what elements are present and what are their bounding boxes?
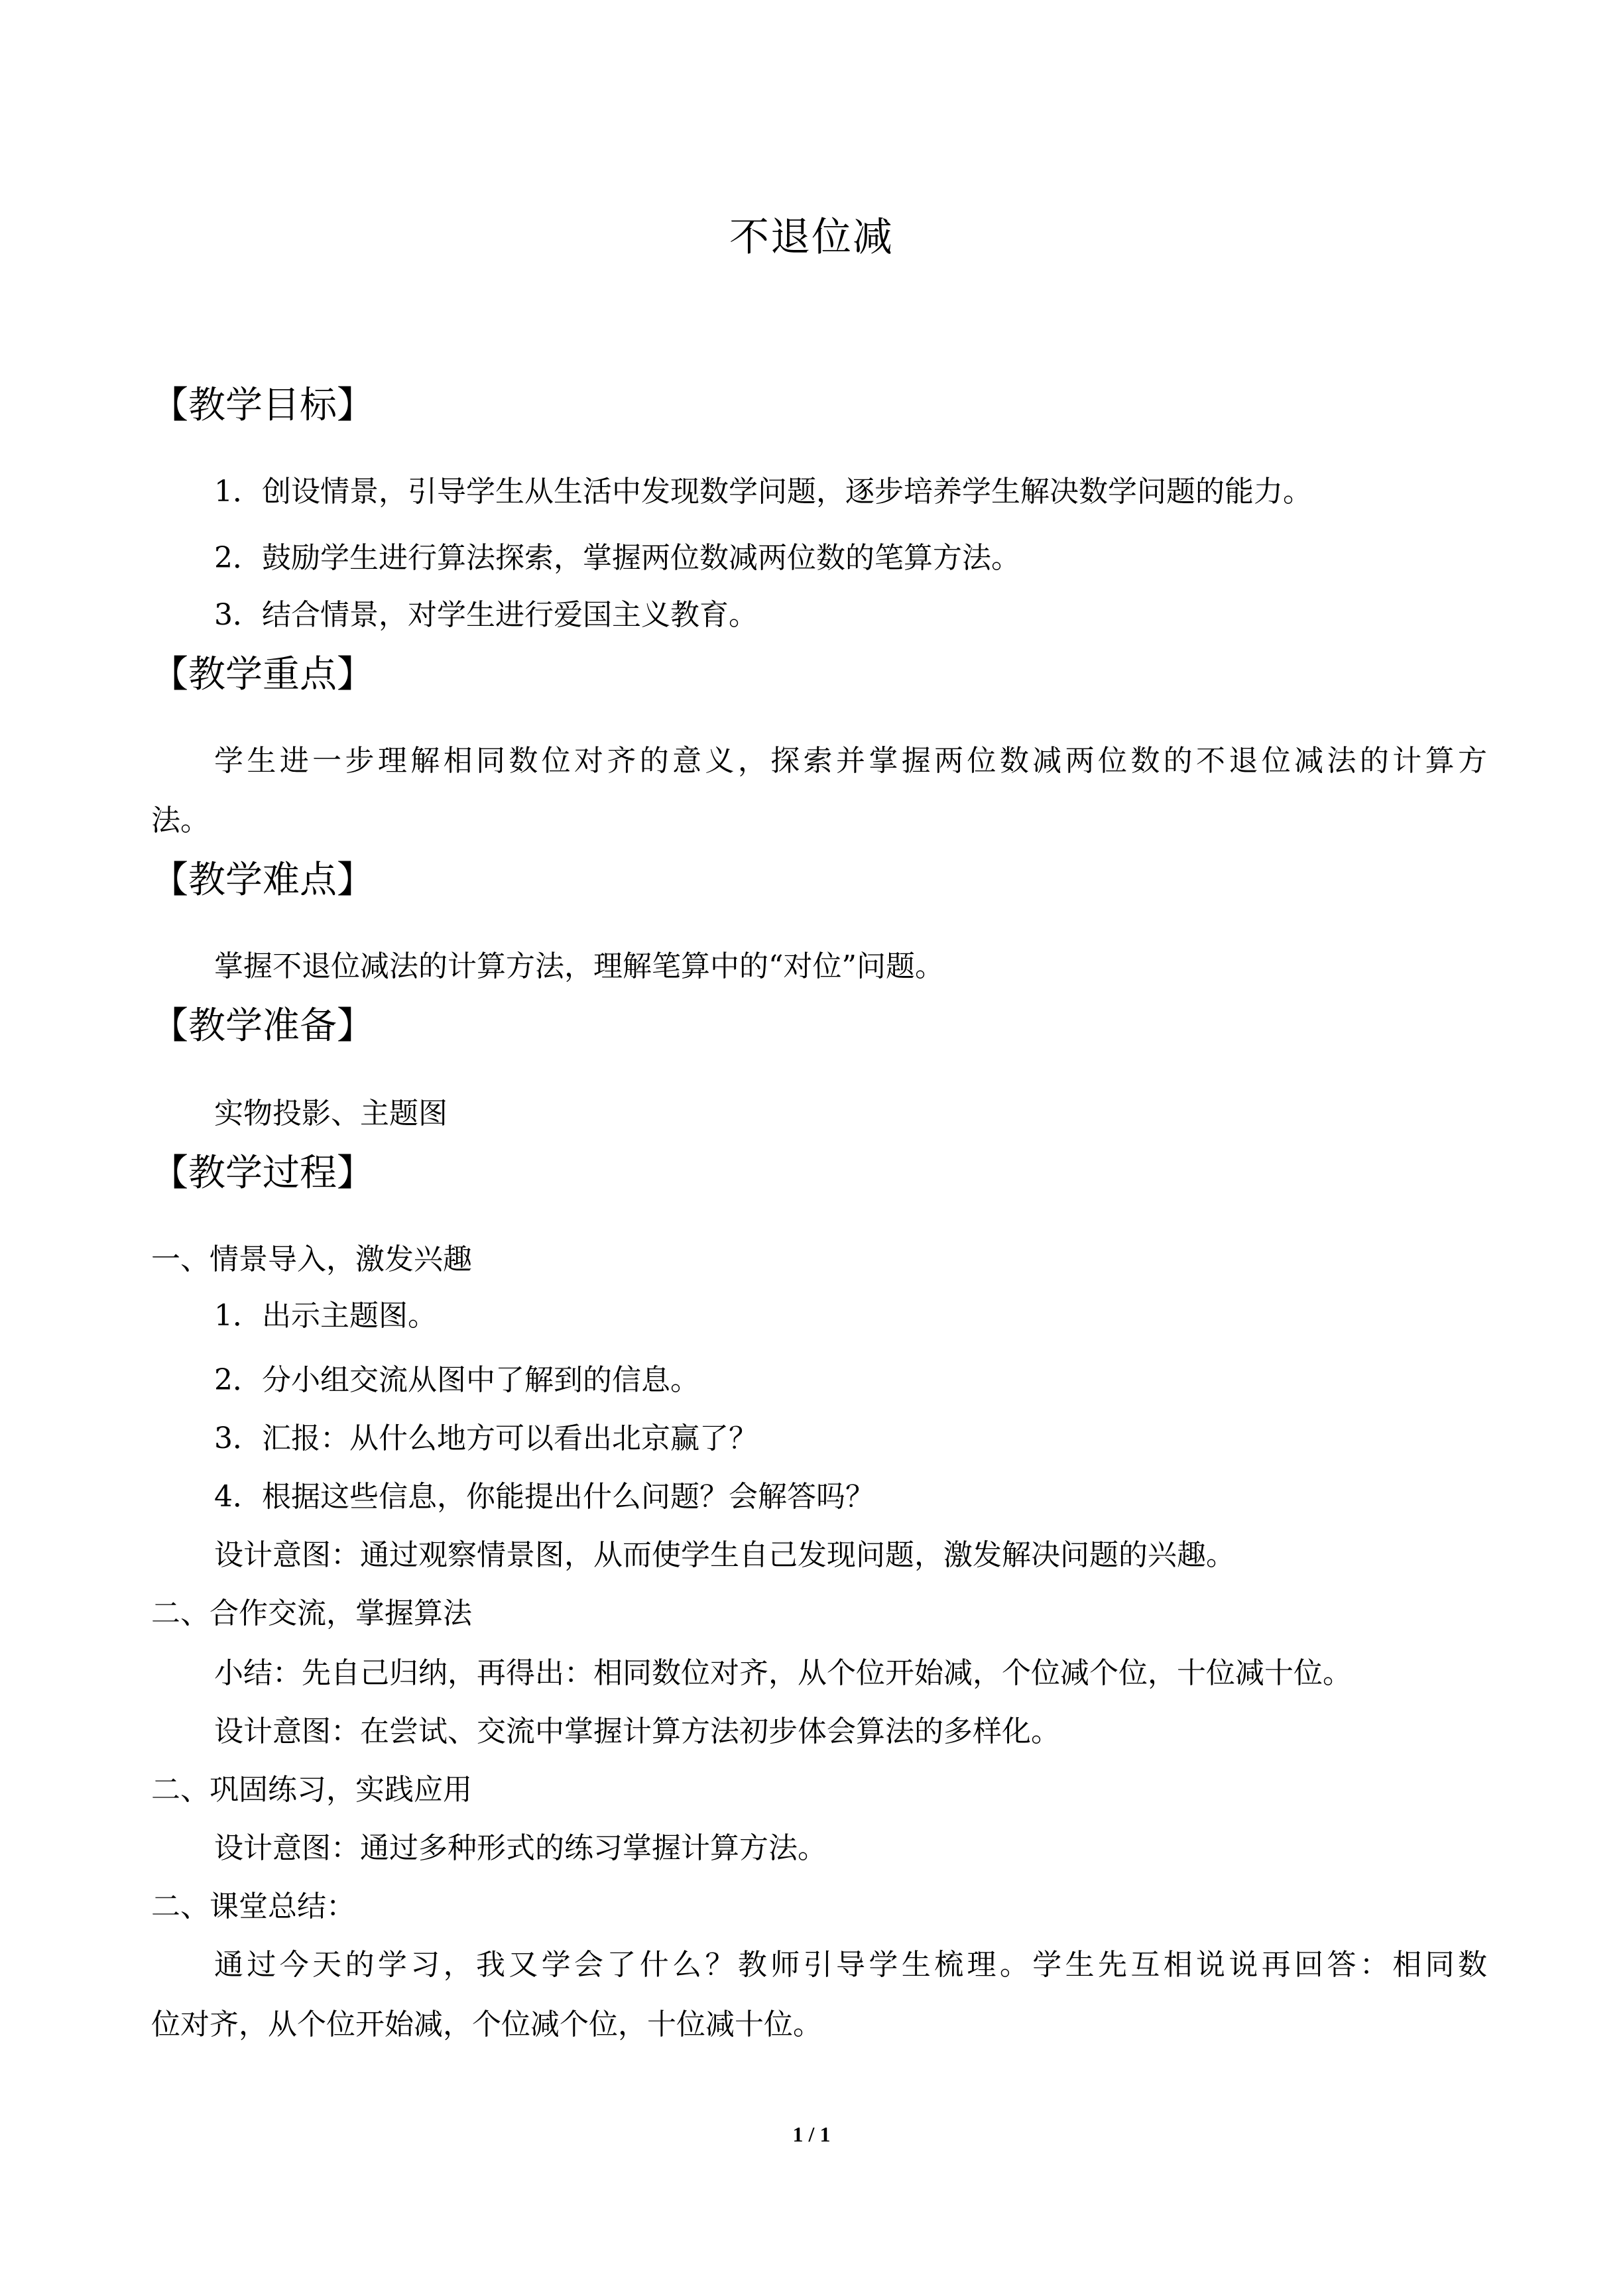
objectives-heading: 【教学目标】	[151, 384, 374, 427]
objective-item-3: 3．结合情景，对学生进行爱国主义教育。	[214, 598, 758, 632]
page-number: 1 / 1	[792, 2122, 831, 2146]
process-part4-text-line-1: 通过今天的学习，我又学会了什么？教师引导学生梳理。学生先互相说说再回答：相同数	[214, 1948, 1487, 1982]
process-part4-title: 二、课堂总结：	[151, 1890, 355, 1923]
process-part3-title: 二、巩固练习，实践应用	[151, 1773, 472, 1807]
page-title: 不退位减	[729, 214, 894, 261]
process-part2-title: 二、合作交流，掌握算法	[151, 1597, 472, 1630]
key-points-text-line-2: 法。	[151, 804, 210, 837]
process-part1-item-2: 2．分小组交流从图中了解到的信息。	[214, 1363, 699, 1397]
key-points-heading: 【教学重点】	[151, 653, 374, 696]
objective-item-2: 2．鼓励学生进行算法探索，掌握两位数减两位数的笔算方法。	[214, 541, 1020, 575]
process-part1-item-3: 3．汇报：从什么地方可以看出北京赢了？	[214, 1421, 758, 1455]
preparation-heading: 【教学准备】	[151, 1004, 374, 1048]
preparation-text: 实物投影、主题图	[214, 1097, 448, 1130]
difficulties-heading: 【教学难点】	[151, 859, 374, 902]
process-part4-text-line-2: 位对齐，从个位开始减，个位减个位，十位减十位。	[151, 2008, 822, 2041]
process-part1-item-1: 1．出示主题图。	[214, 1299, 437, 1333]
process-part3-intent: 设计意图：通过多种形式的练习掌握计算方法。	[214, 1831, 827, 1865]
process-part2-intent: 设计意图：在尝试、交流中掌握计算方法初步体会算法的多样化。	[214, 1715, 1060, 1748]
objective-item-1: 1．创设情景，引导学生从生活中发现数学问题，逐步培养学生解决数学问题的能力。	[214, 475, 1312, 509]
process-part1-title: 一、情景导入，激发兴趣	[151, 1242, 472, 1276]
process-heading: 【教学过程】	[151, 1152, 374, 1195]
process-part1-item-4: 4．根据这些信息，你能提出什么问题？会解答吗？	[214, 1480, 874, 1514]
process-part2-summary: 小结：先自己归纳，再得出：相同数位对齐，从个位开始减，个位减个位，十位减十位。	[214, 1656, 1352, 1690]
key-points-text-line-1: 学生进一步理解相同数位对齐的意义，探索并掌握两位数减两位数的不退位减法的计算方	[214, 744, 1487, 778]
difficulties-text: 掌握不退位减法的计算方法，理解笔算中的“对位”问题。	[214, 949, 944, 983]
process-part1-intent: 设计意图：通过观察情景图，从而使学生自己发现问题，激发解决问题的兴趣。	[214, 1538, 1235, 1572]
